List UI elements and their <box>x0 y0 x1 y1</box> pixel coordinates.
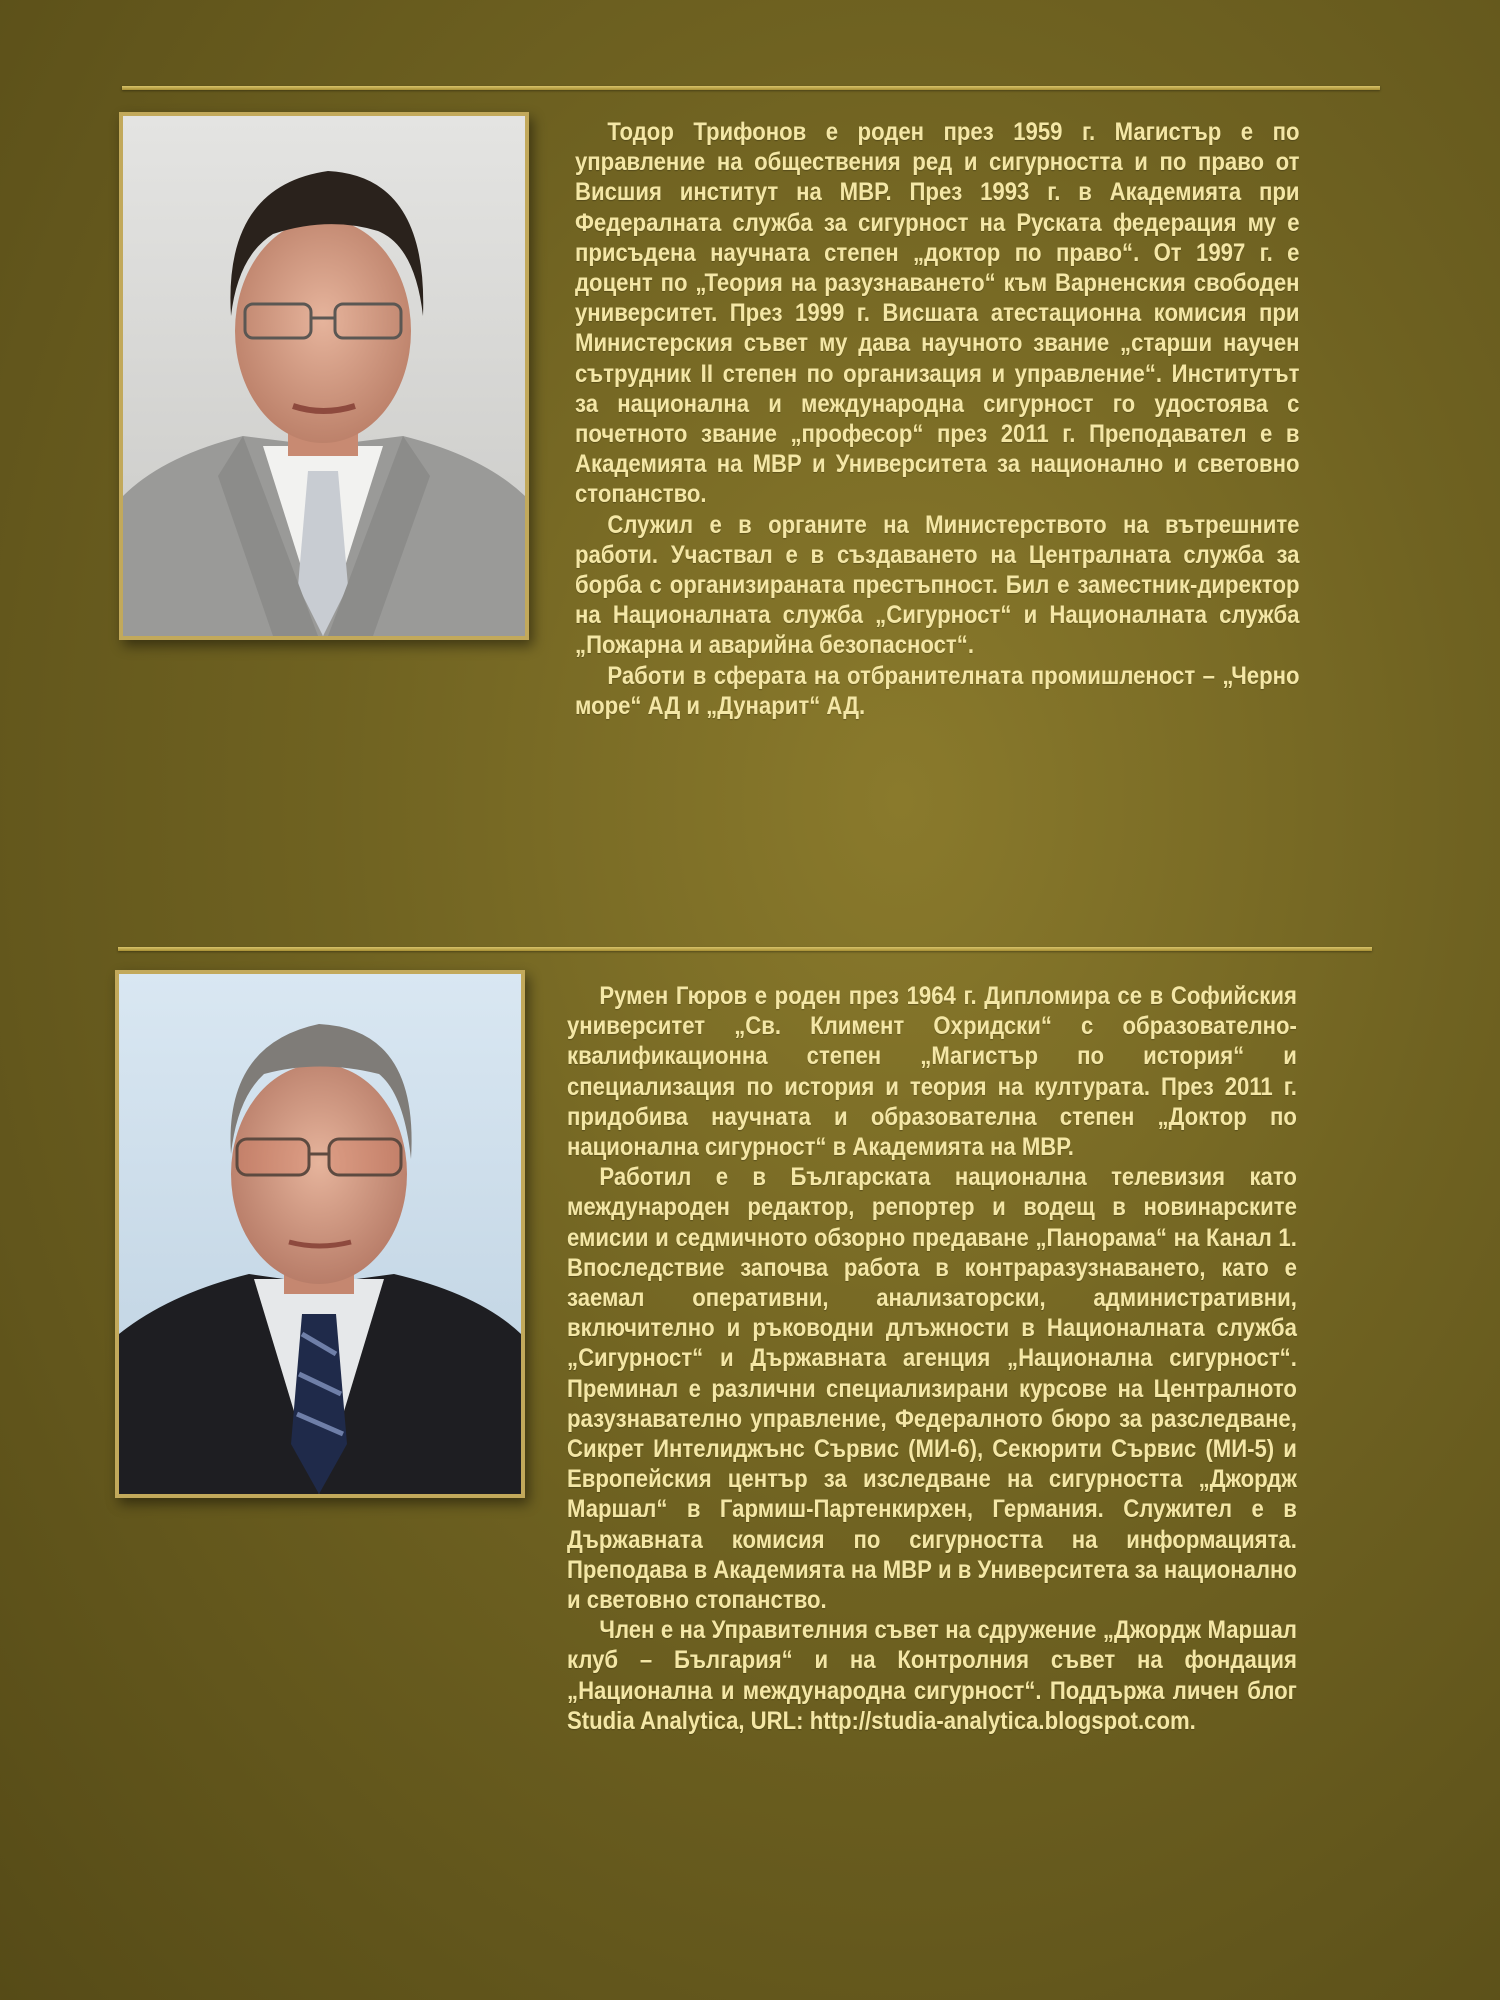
bio-2-paragraph-2: Работил е в Българската национална телевизия като международен редактор, репортер и водещ в новинарските емисии и седмичното обзорно предаване „Панорама“ на Канал 1. Впоследствие започва работа в контраразузнаването, като е заемал оперативни, анализаторски, административни, включително и ръководни длъжности в Националната служба „Сигурност“ и Държавната агенция „Национална сигурност“. Преминал е различни специализирани курсове на Централното разузнавателно управление, Федералното бюро за разследване, Сикрет Интелиджънс Сървис (МИ-6), Секюрити Сървис (МИ-5) и Европейския център за изследване на сигурността „Джордж Маршал“ в Гармиш-Партенкирхен, Германия. Служител е в Държавната комисия по сигурността на информацията. Преподава в Академията на МВР и в Университета за национално и световно стопанство. <box>567 1164 1297 1615</box>
author-photo-2 <box>115 970 525 1498</box>
portrait-photo-icon <box>123 116 525 636</box>
bio-1-paragraph-3: Работи в сферата на отбранителната промишленост – „Черно море“ АД и „Дунарит“ АД. <box>575 662 1300 720</box>
top-divider-line <box>122 86 1380 90</box>
bio-2-paragraph-3: Член е на Управителния съвет на сдружение „Джордж Маршал клуб – България“ и на Контролния съвет на фондация „Национална и международна сигурност“. Поддържа личен блог Studia Analytica, URL: http://studia-analytica.blogspot.com. <box>567 1617 1297 1735</box>
bio-2-paragraph-1: Румен Гюров е роден през 1964 г. Дипломира се в Софийския университет „Св. Климент Охридски“ с образователно-квалификационна степен „Магистър по история“ и специализация по история и теория на културата. През 2011 г. придобива научната и образователна степен „Доктор по национална сигурност“ в Академията на МВР. <box>567 983 1297 1162</box>
middle-divider-line <box>118 947 1372 951</box>
bio-1-paragraph-1: Тодор Трифонов е роден през 1959 г. Магистър е по управление на обществения ред и сигурността и по право от Висшия институт на МВР. През 1993 г. в Академията при Федералната служба за сигурност на Руската федерация му е присъдена научната степен „доктор по право“. От 1997 г. е доцент по „Теория на разузнаването“ към Варненския свободен университет. През 1999 г. Висшата атестационна комисия при Министерския съвет му дава научното звание „старши научен сътрудник II степен по организация и управление“. Институтът за национална и международна сигурност го удостоява с почетното звание „професор“ през 2011 г. Преподавател е в Академията на МВР и Университета за национално и световно стопанство. <box>575 119 1300 509</box>
bio-1-paragraph-2: Служил е в органите на Министерството на вътрешните работи. Участвал е в създаването на Централната служба за борба с организираната престъпност. Бил е заместник-директор на Националната служба „Сигурност“ и Националната служба „Пожарна и аварийна безопасност“. <box>575 511 1300 660</box>
bio-text-1 <box>575 118 1300 722</box>
author-photo-1 <box>119 112 529 640</box>
bio-text-2 <box>567 982 1297 1737</box>
portrait-photo-icon <box>119 974 521 1494</box>
